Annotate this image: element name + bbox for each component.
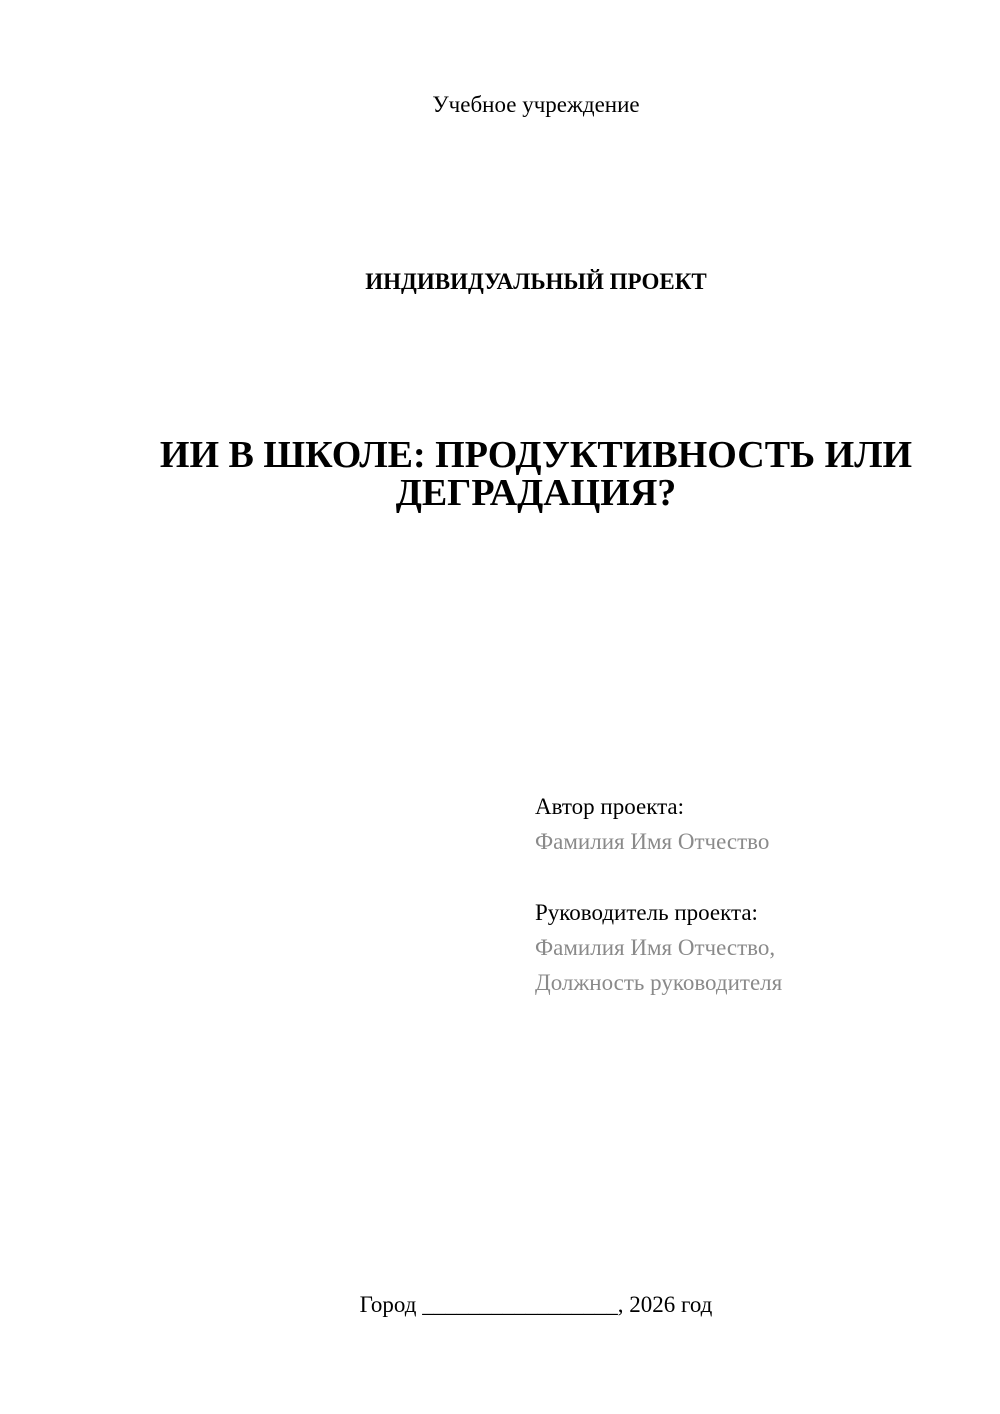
project-title-line-1: ИИ В ШКОЛЕ: ПРОДУКТИВНОСТЬ ИЛИ xyxy=(159,434,913,476)
project-info-block xyxy=(535,789,975,1000)
project-title xyxy=(110,436,962,512)
supervisor-label: Руководитель проекта: xyxy=(535,900,758,925)
author-label: Автор проекта: xyxy=(535,794,684,819)
spacer xyxy=(535,859,975,895)
project-title-line-2: ДЕГРАДАЦИЯ? xyxy=(395,472,677,514)
supervisor-position-placeholder: Должность руководителя xyxy=(535,970,783,995)
supervisor-name-placeholder: Фамилия Имя Отчество, xyxy=(535,935,776,960)
author-name-placeholder: Фамилия Имя Отчество xyxy=(535,829,770,854)
project-type-heading: ИНДИВИДУАЛЬНЫЙ ПРОЕКТ xyxy=(365,269,707,294)
city-year-line: Город _________________, 2026 год xyxy=(359,1292,713,1317)
institution-name: Учебное учреждение xyxy=(432,92,640,117)
